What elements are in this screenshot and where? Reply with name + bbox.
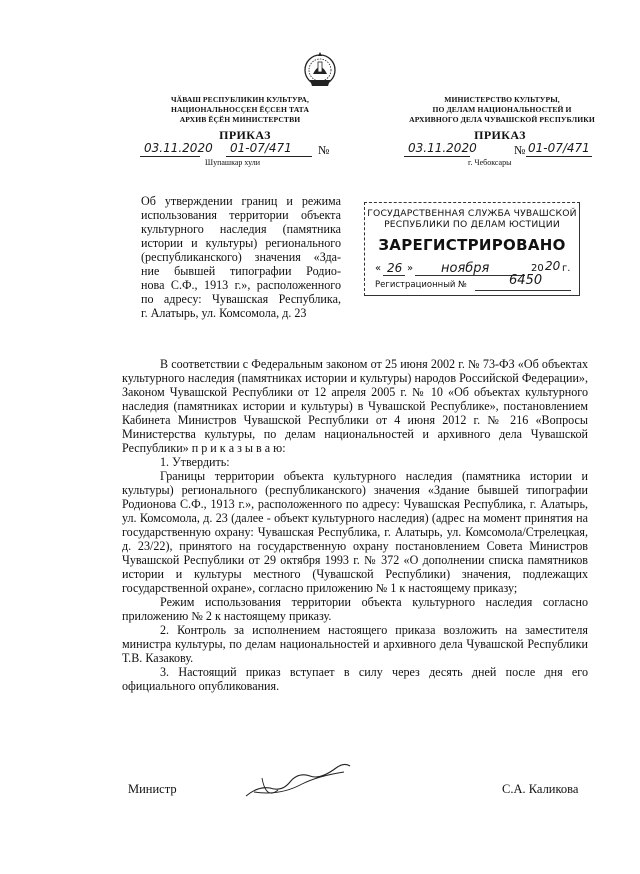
title-line: Об утверждении границ и режима xyxy=(141,194,341,208)
stamp-year-prefix: 20 xyxy=(531,263,544,274)
header-right-org xyxy=(402,95,602,125)
title-line: истории и культуры) регионального xyxy=(141,236,341,250)
body-paragraph-approve: 1. Утвердить: xyxy=(160,455,230,469)
stamp-reg-underline xyxy=(475,290,571,291)
document-body xyxy=(122,357,588,693)
title-line: культурного наследия (памятника xyxy=(141,222,341,236)
title-line: (республиканского) значения «Зда- xyxy=(141,250,341,264)
right-city: г. Чебоксары xyxy=(468,158,512,167)
header-left-org xyxy=(150,95,330,125)
left-date-handwritten: 03.11.2020 xyxy=(144,141,213,155)
right-number-underline xyxy=(526,156,592,157)
body-paragraph-control: 2. Контроль за исполнением настоящего приказа возложить на заместителя министра культуры, по делам национальностей и архивного дела Чувашской Республики Т.В. Казакову. xyxy=(122,623,588,665)
document-title xyxy=(141,194,341,320)
left-prikaz-label: ПРИКАЗ xyxy=(219,128,271,142)
right-prikaz-label: ПРИКАЗ xyxy=(474,128,526,142)
header-right-line: ПО ДЕЛАМ НАЦИОНАЛЬНОСТЕЙ И xyxy=(432,105,572,114)
body-paragraph-boundaries: Границы территории объекта культурного наследия (памятника истории и культуры) регионального (республиканского) значения «Здание бывшей типографии Родионова С.Ф., 1913 г.», расположенного по адресу: Чувашская Республика, г. Алатырь, ул. Комсомола, д. 23 (далее - объект культурного наследия) (адрес на момент принятия на государственную охрану: Чувашская Республика, г. Алатырь, ул. Комсомола/Стрелецкая, д. 23/22), принятого на государственную охрану постановлением Совета Министров Чувашской Республики от 29 октября 1993 г. № 372 «О дополнении списка памятников истории и культуры местного (Чувашской Республики) значения, подлежащих государственной охране», согласно приложению № 1 к настоящему приказу; xyxy=(122,469,588,595)
left-date-underline xyxy=(140,156,200,157)
title-line: г. Алатырь, ул. Комсомола, д. 23 xyxy=(141,306,307,320)
stamp-date-row xyxy=(371,261,575,277)
body-paragraph-preamble: В соответствии с Федеральным законом от 25 июня 2002 г. № 73-ФЗ «Об объектах культурного наследия (памятниках истории и культуры) народов Российской Федерации», Законом Чувашской Республики от 12 апреля 2005 г. № 10 «Об объектах культурного наследия (памятниках истории и культуры) в Чувашской Республике», постановлением Кабинета Министров Чувашской Республики от 4 июня 2012 г. № 216 «Вопросы Министерства культуры, по делам национальностей и архивного дела Чувашской Республики» п р и к а з ы в а ю: xyxy=(122,357,588,455)
stamp-line-2: РЕСПУБЛИКИ ПО ДЕЛАМ ЮСТИЦИИ xyxy=(384,219,560,230)
left-number-underline xyxy=(226,156,312,157)
right-date-underline xyxy=(404,156,470,157)
right-date-handwritten: 03.11.2020 xyxy=(408,141,477,155)
stamp-month-handwritten: ноября xyxy=(441,261,490,276)
stamp-registered: ЗАРЕГИСТРИРОВАНО xyxy=(378,236,566,254)
stamp-year-suffix: 20 xyxy=(545,259,561,273)
stamp-day-handwritten: 26 xyxy=(387,261,403,275)
header-right-line: МИНИСТЕРСТВО КУЛЬТУРЫ, xyxy=(444,95,560,104)
signer-position: Министр xyxy=(128,782,177,796)
title-line: ние бывшей типографии Родио- xyxy=(141,264,341,278)
coat-of-arms-emblem xyxy=(302,50,338,94)
body-paragraph-effective: 3. Настоящий приказ вступает в силу через десять дней после дня его официального опубликования. xyxy=(122,665,588,693)
registration-stamp xyxy=(364,202,580,296)
header-right-line: АРХИВНОГО ДЕЛА ЧУВАШСКОЙ РЕСПУБЛИКИ xyxy=(409,115,595,124)
title-line: нова С.Ф., 1913 г.», расположенного xyxy=(141,278,341,292)
stamp-reg-row xyxy=(371,273,575,293)
stamp-reg-label: Регистрационный № xyxy=(375,280,467,290)
left-date-number-row xyxy=(140,140,340,160)
stamp-date-close-quote: » xyxy=(407,263,414,274)
title-line: по адресу: Чувашская Республика, xyxy=(141,292,341,306)
right-date-number-row xyxy=(404,140,604,160)
left-number-handwritten: 01-07/471 xyxy=(230,141,292,155)
title-line: использования территории объекта xyxy=(141,208,341,222)
stamp-day-underline xyxy=(383,275,405,276)
right-number-handwritten: 01-07/471 xyxy=(528,141,590,155)
stamp-year-end: г. xyxy=(562,263,571,274)
body-paragraph-regime: Режим использования территории объекта культурного наследия согласно приложению № 2 к настоящему приказу. xyxy=(122,595,588,623)
handwritten-signature xyxy=(240,756,360,804)
header-left-line: АРХИВ ӖҪӖН МИНИСТЕРСТВИ xyxy=(179,115,301,124)
stamp-reg-number-handwritten: 6450 xyxy=(509,273,543,288)
left-city: Шупашкар хули xyxy=(205,158,260,167)
header-left-line: НАЦИОНАЛЬНОСҪЕН ӖҪСЕН ТАТА xyxy=(170,105,310,114)
header-left-line: ЧӐВАШ РЕСПУБЛИКИН КУЛЬТУРА, xyxy=(170,95,310,104)
right-number-sign: № xyxy=(514,143,526,157)
left-number-sign: № xyxy=(318,143,330,157)
signer-name: С.А. Каликова xyxy=(502,782,579,796)
stamp-line-1: ГОСУДАРСТВЕННАЯ СЛУЖБА ЧУВАШСКОЙ xyxy=(367,208,577,219)
stamp-date-open-quote: « xyxy=(375,263,382,274)
